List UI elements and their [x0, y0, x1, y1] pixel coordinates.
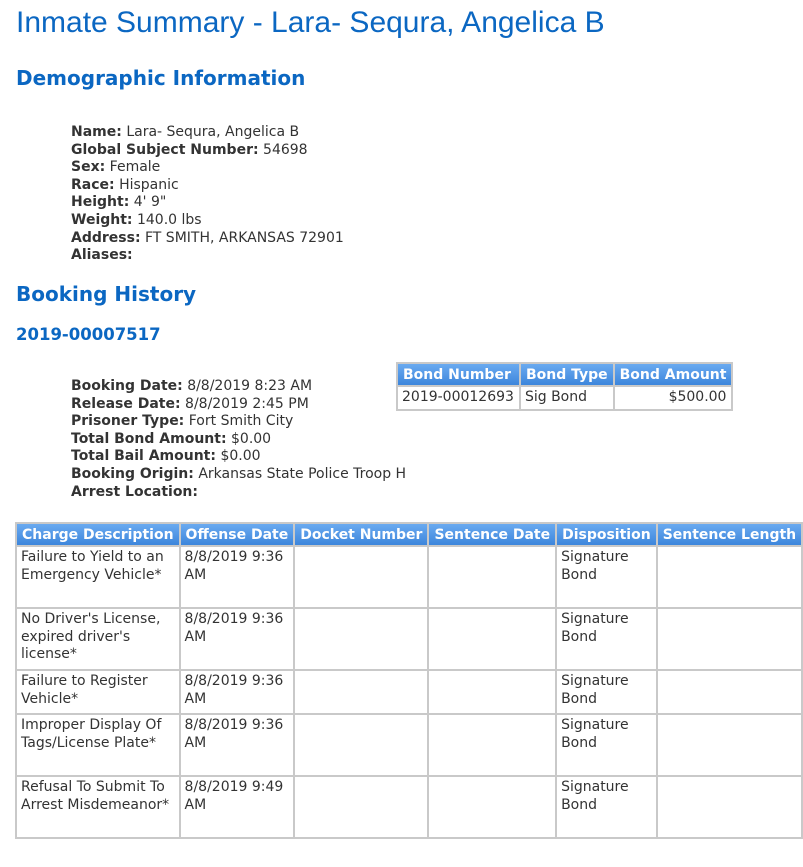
offense-date-cell: 8/8/2019 9:36 AM	[181, 671, 294, 713]
bond-type-header: Bond Type	[521, 364, 613, 385]
disposition-cell: Signature Bond	[557, 609, 656, 669]
docket-number-cell	[295, 715, 427, 775]
docket-number-cell	[295, 547, 427, 607]
field-value: 8/8/2019 8:23 AM	[187, 378, 313, 394]
field-label: Arrest Location:	[71, 483, 198, 500]
booking-history-heading: Booking History	[16, 282, 197, 306]
field-label: Name:	[71, 124, 122, 140]
disposition-cell: Signature Bond	[557, 715, 656, 775]
demographics-heading: Demographic Information	[16, 66, 306, 90]
booking-number: 2019-00007517	[16, 325, 161, 344]
sentence-length-cell	[658, 547, 801, 607]
field-label: Sex:	[71, 159, 106, 176]
sentence-date-cell	[429, 777, 555, 837]
field-value: $0.00	[231, 430, 272, 447]
field-value: Fort Smith City	[188, 413, 294, 430]
bond-type-cell: Sig Bond	[521, 387, 613, 409]
info-row-booking-origin	[71, 466, 406, 484]
info-row-weight	[71, 212, 344, 230]
bond-header-row	[398, 364, 731, 385]
charge-description-header: Charge Description	[17, 524, 179, 545]
sentence-length-cell	[658, 671, 801, 713]
info-row-aliases	[71, 247, 344, 265]
field-value: Arkansas State Police Troop H	[198, 465, 407, 482]
charge-description-cell: No Driver's License, expired driver's license*	[17, 609, 179, 669]
bond-amount-cell: $500.00	[615, 387, 732, 409]
info-row-race	[71, 177, 344, 195]
field-value: Hispanic	[119, 176, 179, 193]
bond-number-header: Bond Number	[398, 364, 519, 385]
booking-info	[71, 378, 406, 501]
info-row-sex	[71, 159, 344, 177]
disposition-header: Disposition	[557, 524, 656, 545]
sentence-date-cell	[429, 547, 555, 607]
field-label: Global Subject Number:	[71, 141, 259, 158]
charges-header-row	[17, 524, 801, 545]
info-row-global-subject-number	[71, 142, 344, 160]
field-label: Total Bond Amount:	[71, 430, 227, 447]
sentence-length-cell	[658, 609, 801, 669]
field-label: Weight:	[71, 211, 133, 228]
charge-row	[17, 777, 801, 837]
sentence-length-cell	[658, 715, 801, 775]
disposition-cell: Signature Bond	[557, 547, 656, 607]
field-value: 54698	[263, 141, 308, 158]
docket-number-header: Docket Number	[295, 524, 427, 545]
info-row-name	[71, 124, 344, 142]
info-row-total-bail-amount	[71, 448, 406, 466]
field-value: 8/8/2019 2:45 PM	[185, 395, 309, 412]
demographics-info	[71, 124, 344, 265]
field-label: Prisoner Type:	[71, 413, 185, 430]
info-row-height	[71, 194, 344, 212]
charge-row	[17, 671, 801, 713]
charge-description-cell: Refusal To Submit To Arrest Misdemeanor*	[17, 777, 179, 837]
info-row-address	[71, 230, 344, 248]
offense-date-cell: 8/8/2019 9:36 AM	[181, 715, 294, 775]
charge-description-cell: Failure to Register Vehicle*	[17, 671, 179, 713]
docket-number-cell	[295, 671, 427, 713]
field-label: Release Date:	[71, 395, 181, 412]
bond-number-cell: 2019-00012693	[398, 387, 519, 409]
field-value: FT SMITH, ARKANSAS 72901	[145, 229, 344, 246]
info-row-total-bond-amount	[71, 431, 406, 449]
sentence-length-cell	[658, 777, 801, 837]
info-row-arrest-location	[71, 484, 406, 502]
docket-number-cell	[295, 609, 427, 669]
sentence-date-cell	[429, 671, 555, 713]
bond-table	[396, 362, 733, 411]
page-title: Inmate Summary - Lara- Sequra, Angelica B	[16, 6, 605, 39]
charge-description-cell: Failure to Yield to an Emergency Vehicle*	[17, 547, 179, 607]
charge-row	[17, 609, 801, 669]
bond-amount-header: Bond Amount	[615, 364, 732, 385]
field-label: Height:	[71, 194, 130, 211]
sentence-date-header: Sentence Date	[429, 524, 555, 545]
field-label: Total Bail Amount:	[71, 448, 216, 465]
offense-date-cell: 8/8/2019 9:36 AM	[181, 609, 294, 669]
charge-row	[17, 547, 801, 607]
field-value: Lara- Sequra, Angelica B	[126, 124, 300, 140]
info-row-release-date	[71, 396, 406, 414]
sentence-date-cell	[429, 715, 555, 775]
charges-table	[15, 522, 803, 839]
field-label: Booking Date:	[71, 378, 183, 394]
field-value: $0.00	[220, 448, 261, 465]
field-value: 4' 9"	[133, 194, 167, 211]
disposition-cell: Signature Bond	[557, 671, 656, 713]
field-label: Race:	[71, 176, 115, 193]
field-label: Aliases:	[71, 247, 133, 264]
field-label: Booking Origin:	[71, 465, 194, 482]
field-value: Female	[109, 159, 161, 176]
sentence-date-cell	[429, 609, 555, 669]
charge-description-cell: Improper Display Of Tags/License Plate*	[17, 715, 179, 775]
field-label: Address:	[71, 229, 141, 246]
sentence-length-header: Sentence Length	[658, 524, 801, 545]
charge-row	[17, 715, 801, 775]
bond-row	[398, 387, 731, 409]
offense-date-cell: 8/8/2019 9:36 AM	[181, 547, 294, 607]
docket-number-cell	[295, 777, 427, 837]
disposition-cell: Signature Bond	[557, 777, 656, 837]
info-row-booking-date	[71, 378, 406, 396]
info-row-prisoner-type	[71, 413, 406, 431]
field-value: 140.0 lbs	[136, 211, 202, 228]
offense-date-cell: 8/8/2019 9:49 AM	[181, 777, 294, 837]
offense-date-header: Offense Date	[181, 524, 294, 545]
